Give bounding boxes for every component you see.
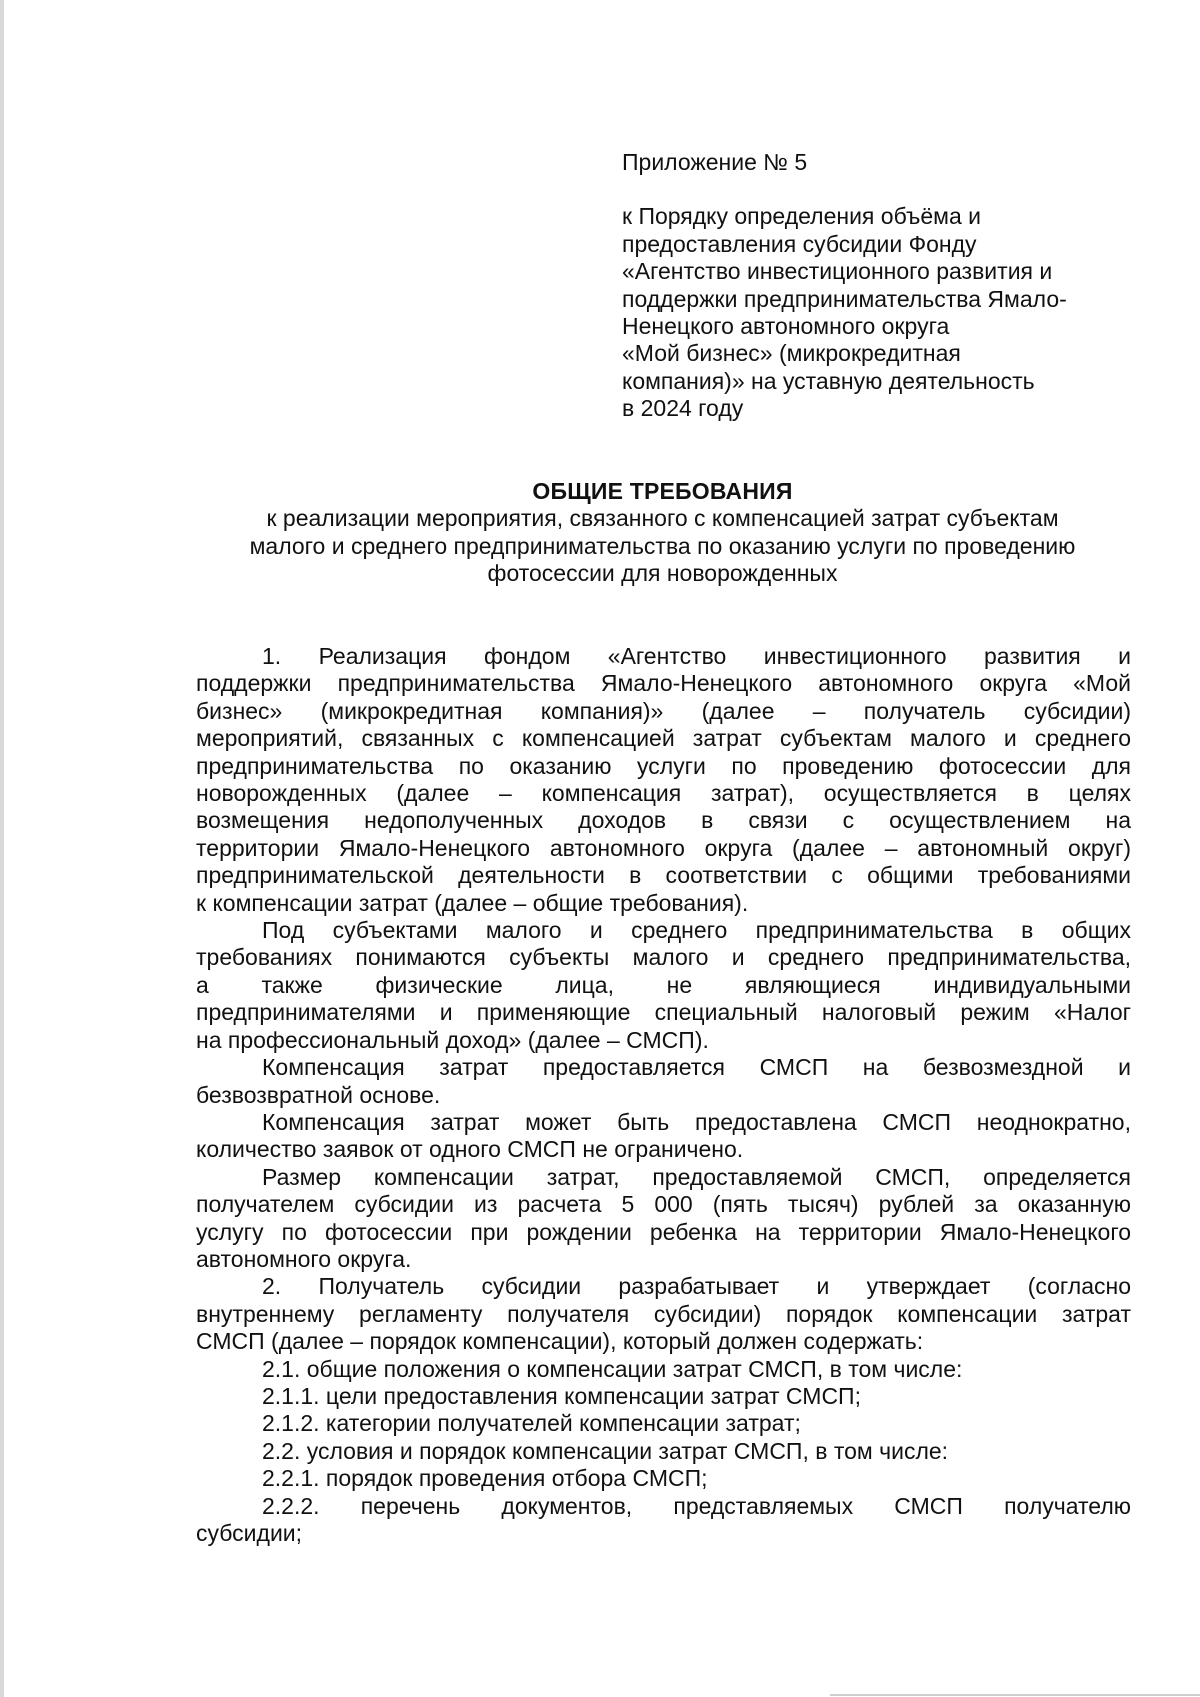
document-subtitle-line: к реализации мероприятия, связанного с компенсацией затрат субъектам [266,505,1059,532]
appendix-line: компания)» на уставную деятельность [622,367,1035,394]
scan-left-edge [0,0,4,1697]
appendix-line: Ненецкого автономного округа [622,313,950,340]
appendix-line: к Порядку определения объёма и [622,203,981,230]
body-line: территории Ямало-Ненецкого автономного округа (далее – автономный округ) [196,834,1131,861]
body-line: к компенсации затрат (далее – общие требования). [196,889,749,916]
appendix-line: в 2024 году [622,395,744,422]
appendix-line: «Мой бизнес» (микрокредитная [622,340,961,367]
body-line: 2.1.1. цели предоставления компенсации затрат СМСП; [262,1382,861,1409]
document-subtitle-line: малого и среднего предпринимательства по оказанию услуги по проведению [249,532,1076,559]
body-line: возмещения недополученных доходов в связи с осуществлением на [196,807,1131,834]
body-line: новорожденных (далее – компенсация затрат), осуществляется в целях [196,780,1131,807]
body-line: 2. Получатель субсидии разрабатывает и утверждает (согласно [262,1273,1131,1300]
body-line: автономного округа. [196,1245,412,1272]
scan-bottom-line [830,1694,1200,1696]
document-subtitle-line: фотосессии для новорожденных [487,560,838,587]
body-line: мероприятий, связанных с компенсацией затрат субъектам малого и среднего [196,725,1131,752]
appendix-block [622,149,1122,423]
body-line: услугу по фотосессии при рождении ребенка на территории Ямало-Ненецкого [196,1218,1131,1245]
document-heading [195,478,1130,588]
appendix-line: поддержки предпринимательства Ямало- [622,285,1067,312]
body-line: предпринимательства по оказанию услуги по проведению фотосессии для [196,752,1131,779]
body-line: Компенсация затрат предоставляется СМСП на безвозмездной и [262,1054,1131,1081]
body-line: Компенсация затрат может быть предоставлена СМСП неоднократно, [262,1108,1131,1135]
body-text [196,643,1131,1547]
body-line: бизнес» (микрокредитная компания)» (далее – получатель субсидии) [196,697,1131,724]
body-line: а также физические лица, не являющиеся индивидуальными [196,971,1131,998]
body-line: 2.2. условия и порядок компенсации затрат СМСП, в том числе: [262,1437,949,1464]
body-line: 2.2.1. порядок проведения отбора СМСП; [262,1465,708,1492]
body-line: предпринимателями и применяющие специальный налоговый режим «Налог [196,999,1131,1026]
body-line: получателем субсидии из расчета 5 000 (пять тысяч) рублей за оказанную [196,1191,1131,1218]
body-line: Размер компенсации затрат, предоставляемой СМСП, определяется [262,1163,1131,1190]
appendix-line: предоставления субсидии Фонду [622,230,977,257]
body-line: субсидии; [196,1520,303,1546]
body-line: внутреннему регламенту получателя субсидии) порядок компенсации затрат [196,1300,1131,1327]
body-line: требованиях понимаются субъекты малого и среднего предпринимательства, [196,944,1131,971]
appendix-line: «Агентство инвестиционного развития и [622,258,1053,285]
body-line: 2.1. общие положения о компенсации затрат СМСП, в том числе: [262,1355,963,1382]
body-line: количество заявок от одного СМСП не ограничено. [196,1136,744,1163]
body-line: Под субъектами малого и среднего предпринимательства в общих [262,917,1131,944]
document-title: ОБЩИЕ ТРЕБОВАНИЯ [532,478,793,504]
body-line: СМСП (далее – порядок компенсации), который должен содержать: [196,1328,924,1355]
body-line: 2.2.2. перечень документов, представляемых СМСП получателю [262,1492,1131,1519]
body-line: 2.1.2. категории получателей компенсации затрат; [262,1410,801,1437]
appendix-number: Приложение № 5 [622,149,808,175]
body-line: на профессиональный доход» (далее – СМСП). [196,1026,709,1053]
body-line: поддержки предпринимательства Ямало-Ненецкого автономного округа «Мой [196,670,1131,697]
body-line: предпринимательской деятельности в соответствии с общими требованиями [196,862,1131,889]
body-line: 1. Реализация фондом «Агентство инвестиционного развития и [262,643,1131,669]
body-line: безвозвратной основе. [196,1081,441,1108]
